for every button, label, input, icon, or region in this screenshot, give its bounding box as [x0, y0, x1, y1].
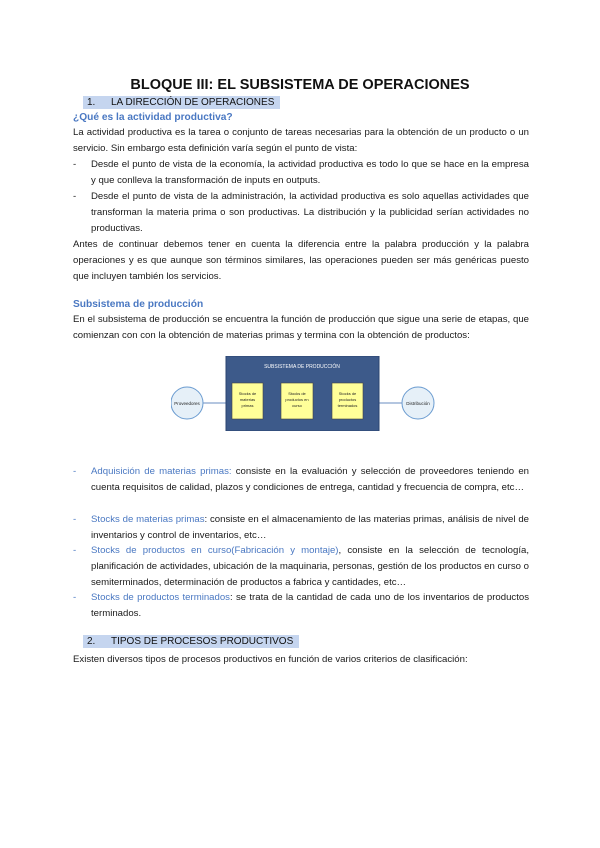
paragraph-intro: La actividad productiva es la tarea o conjunto de tareas necesarias para la obtención de un producto o un servicio. Sin embargo esta definición varía según el punto de vista:	[73, 127, 529, 154]
bullet-text: Desde el punto de vista de la administración, la actividad productiva es solo aquellas actividades que transforman la materia prima o son productivas. La distribución y la publicidad serían actividades no productivas.	[91, 191, 529, 234]
section-heading-2	[83, 636, 299, 647]
list-item-text: : se trata de la cantidad de cada uno de los inventarios de productos terminados.	[91, 592, 529, 619]
section-number: 1.	[87, 97, 96, 108]
subheading-question: ¿Qué es la actividad productiva?	[73, 112, 233, 123]
stock3-line1: Stocks de	[338, 391, 357, 396]
stock2-line1: Stocks de	[288, 391, 306, 396]
subheading-production: Subsistema de producción	[73, 299, 204, 310]
stock1-line1: Stocks de	[238, 391, 257, 396]
section-label: LA DIRECCIÓN DE OPERACIONES	[111, 97, 275, 108]
paragraph-production: En el subsistema de producción se encuentra la función de producción que sigue una serie de etapas, que comienzan con con la obtención de materias primas y termina con la obtención de productos:	[73, 314, 529, 341]
paragraph-process-types: Existen diversos tipos de procesos productivos en función de varios criterios de clasificación:	[73, 654, 468, 665]
bullet-administration: - Desde el punto de vista de la administración, la actividad productiva es solo aquellas actividades que transforman la materia prima o son productivas. La distribución y la publicidad serían actividades no productivas.	[73, 191, 529, 234]
list-item: - Stocks de materias primas: consiste en el almacenamiento de las materias primas, análisis de nivel de inventarios y control de inventarios, etc…	[73, 514, 529, 541]
list-item: - Stocks de productos en curso(Fabricación y montaje), consiste en la selección de tecnología, planificación de actividades, ubicación de la maquinaria, personas, gestión de los productos en curso o semiterminados, determinación de productos a fabrica y cantidades, etc…	[73, 545, 529, 588]
list-item-text: : consiste en el almacenamiento de las materias primas, análisis de nivel de inventarios y control de inventarios, etc…	[91, 514, 529, 541]
list-item-text: , consiste en la selección de tecnología, planificación de actividades, ubicación de la maquinaria, personas, gestión de los productos en curso o semiterminados, determinación de productos a fabrica y cantidades, etc…	[91, 545, 529, 588]
stock2-line3: curso	[292, 403, 302, 408]
list-item: - Stocks de productos terminados: se trata de la cantidad de cada uno de los inventarios de productos terminados.	[73, 592, 529, 619]
stock3-line2: productos	[338, 397, 357, 402]
bullet-economy: - Desde el punto de vista de la economía, la actividad productiva es todo lo que se hace en la empresa y que conlleva la transformación de inputs en outputs.	[73, 159, 529, 186]
list-item: - Adquisición de materias primas: consiste en la evaluación y selección de proveedores teniendo en cuenta requisitos de calidad, plazos y condiciones de entrega, cantidad y frecuencia de compra, etc…	[73, 466, 529, 493]
list-item-term: Adquisición de materias primas:	[91, 466, 232, 477]
suppliers-label: Proveedores	[174, 401, 200, 406]
paragraph-operations: Antes de continuar debemos tener en cuenta la diferencia entre la palabra producción y la palabra operaciones y es que aunque son términos similares, las operaciones pueden ser más genéricas puesto que incluyen también los servicios.	[73, 239, 529, 282]
list-item-term: Stocks de materias primas	[91, 514, 205, 525]
stock3-line3: terminados	[337, 403, 358, 408]
list-item-term: Stocks de productos en curso(Fabricación y montaje)	[91, 545, 339, 556]
section-heading-1	[83, 97, 280, 108]
section-number: 2.	[87, 636, 96, 647]
bullet-text: Desde el punto de vista de la economía, la actividad productiva es todo lo que se hace en la empresa y que conlleva la transformación de inputs en outputs.	[91, 159, 529, 186]
subsystem-title: SUBSISTEMA DE PRODUCCIÓN	[264, 364, 340, 370]
production-subsystem-diagram	[171, 356, 435, 431]
stock1-line3: primas	[241, 403, 254, 408]
list-item-term: Stocks de productos terminados	[91, 592, 230, 603]
section-label: TIPOS DE PROCESOS PRODUCTIVOS	[111, 636, 294, 647]
page-title: BLOQUE III: EL SUBSISTEMA DE OPERACIONES	[130, 77, 470, 93]
distribution-label: Distribución	[406, 401, 430, 406]
stock2-line2: productos en	[285, 397, 309, 402]
list-item-text: consiste en la evaluación y selección de proveedores teniendo en cuenta requisitos de calidad, plazos y condiciones de entrega, cantidad y frecuencia de compra, etc…	[91, 466, 529, 493]
stock1-line2: materias	[239, 397, 256, 402]
